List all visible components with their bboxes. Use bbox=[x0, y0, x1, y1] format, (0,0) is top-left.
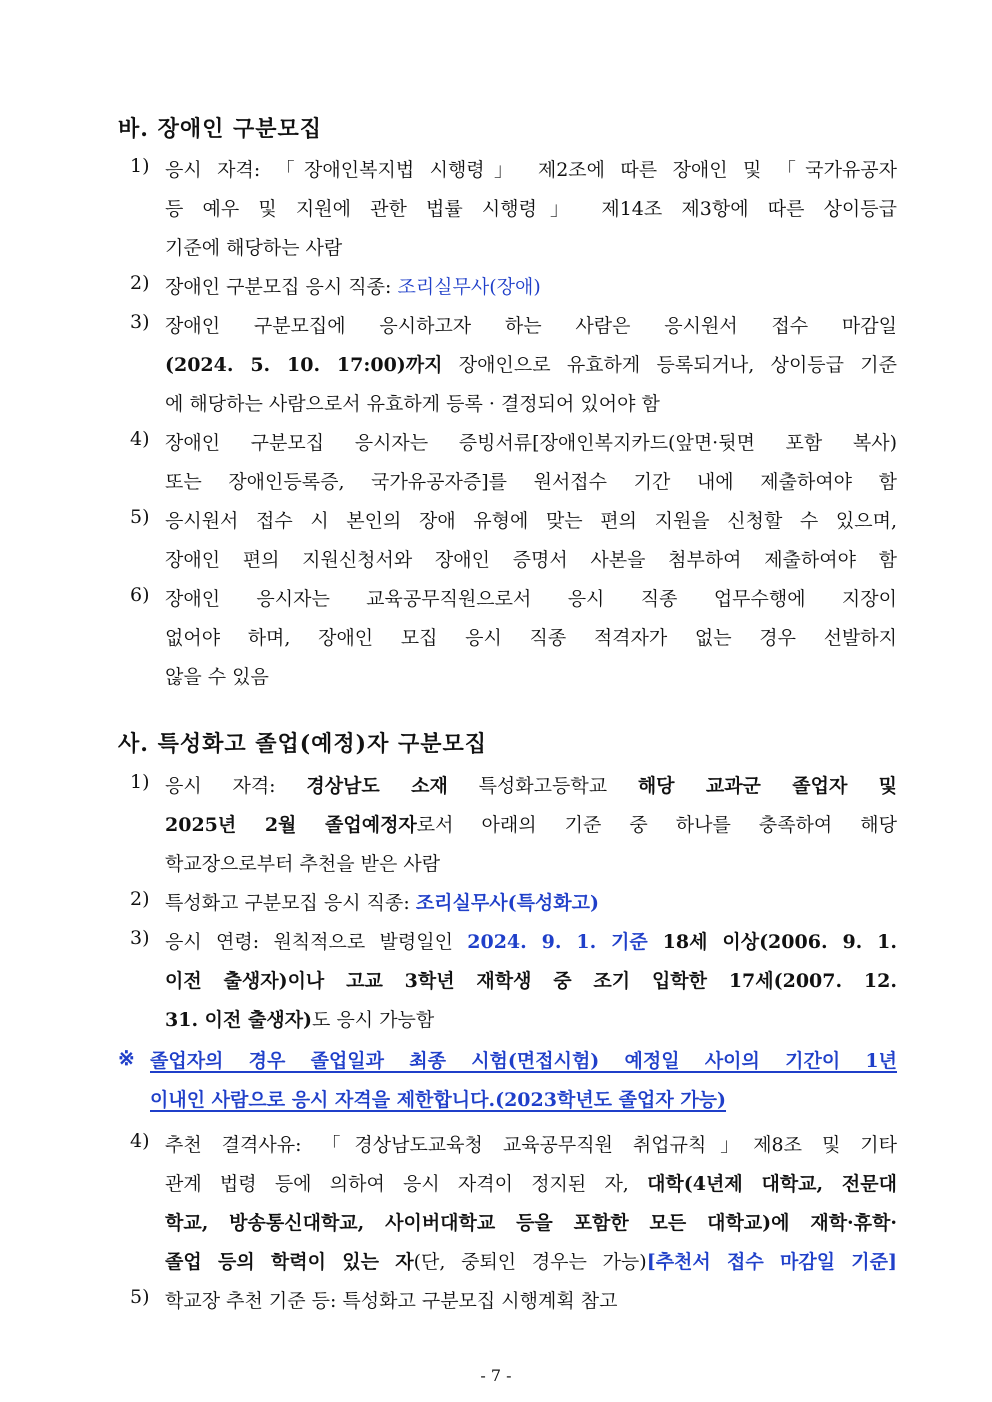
item-label: 응시 자격: bbox=[165, 775, 307, 797]
item-text bbox=[165, 1247, 897, 1274]
item-text bbox=[165, 927, 897, 954]
item-number: 4) bbox=[130, 1130, 150, 1152]
section-heading-disability: 바. 장애인 구분모집 bbox=[118, 116, 322, 142]
item-text: 학교장 추천 기준 등: 특성화고 구분모집 시행계획 참고 bbox=[165, 1290, 618, 1312]
item-text: 장애인 편의 지원신청서와 장애인 증명서 사본을 첨부하여 제출하여야 함 bbox=[165, 549, 897, 571]
job-title-value: 조리실무사(특성화고) bbox=[415, 892, 599, 914]
section-heading-vocational: 사. 특성화고 졸업(예정)자 구분모집 bbox=[118, 731, 487, 757]
item-text: 없어야 하며, 장애인 모집 응시 직종 적격자가 없는 경우 선발하지 bbox=[165, 627, 897, 649]
item-text-rest: (단, 중퇴인 경우는 가능) bbox=[413, 1251, 647, 1273]
item-number: 1) bbox=[130, 771, 150, 793]
item-label: 장애인 구분모집 응시 직종: bbox=[165, 276, 398, 298]
item-number: 4) bbox=[130, 428, 150, 450]
item-number: 5) bbox=[130, 1286, 150, 1308]
item-text bbox=[165, 1169, 897, 1196]
note-text: 이내인 사람으로 응시 자격을 제한합니다.(2023학년도 졸업자 가능) bbox=[150, 1089, 727, 1111]
item-text bbox=[165, 888, 599, 915]
item-text-rest: 도 응시 가능함 bbox=[312, 1009, 435, 1031]
item-text: 장애인 구분모집에 응시하고자 하는 사람은 응시원서 접수 마감일 bbox=[165, 315, 897, 337]
item-number: 3) bbox=[130, 311, 150, 333]
item-text: 등 예우 및 지원에 관한 법률 시행령」 제14조 제3항에 따른 상이등급 bbox=[165, 198, 897, 220]
item-number: 2) bbox=[130, 272, 150, 294]
note-text: 졸업자의 경우 졸업일과 최종 시험(면접시험) 예정일 사이의 기간이 1년 bbox=[150, 1050, 897, 1072]
item-number: 1) bbox=[130, 155, 150, 177]
item-text: 에 해당하는 사람으로서 유효하게 등록 · 결정되어 있어야 함 bbox=[165, 393, 660, 415]
item-text bbox=[165, 810, 897, 837]
item-text: 장애인 응시자는 교육공무직원으로서 응시 직종 업무수행에 지장이 bbox=[165, 588, 897, 610]
emphasis-text: 18세 이상(2006. 9. 1. bbox=[647, 931, 897, 953]
page-number: - 7 - bbox=[480, 1366, 512, 1385]
item-text bbox=[165, 1005, 434, 1032]
item-text: 학교장으로부터 추천을 받은 사람 bbox=[165, 853, 441, 875]
emphasis-text: 졸업 등의 학력이 있는 자 bbox=[165, 1251, 414, 1273]
item-number: 5) bbox=[130, 506, 150, 528]
deadline-text: [추천서 접수 마감일 기준] bbox=[646, 1251, 898, 1273]
item-number: 3) bbox=[130, 927, 150, 949]
item-text-rest: 로서 아래의 기준 중 하나를 충족하여 해당 bbox=[416, 814, 897, 836]
item-text bbox=[165, 350, 897, 377]
emphasis-text: 대학(4년제 대학교, 전문대 bbox=[647, 1173, 897, 1195]
item-text: 이전 출생자)이나 고교 3학년 재학생 중 조기 입학한 17세(2007. 12. bbox=[165, 970, 897, 992]
job-title-value: 조리실무사(장애) bbox=[397, 276, 541, 298]
emphasis-text: 해당 교과군 졸업자 및 bbox=[637, 775, 897, 797]
item-label: 특성화고 구분모집 응시 직종: bbox=[165, 892, 416, 914]
item-number: 2) bbox=[130, 888, 150, 910]
reference-date: 2024. 9. 1. 기준 bbox=[467, 931, 648, 953]
item-text: 학교, 방송통신대학교, 사이버대학교 등을 포함한 모든 대학교)에 재학·휴학· bbox=[165, 1212, 897, 1234]
item-label: 응시 연령: 원칙적으로 발령일인 bbox=[165, 931, 468, 953]
emphasis-text: 경상남도 소재 bbox=[306, 775, 448, 797]
item-text bbox=[165, 272, 541, 299]
item-text: 응시원서 접수 시 본인의 장애 유형에 맞는 편의 지원을 신청할 수 있으며, bbox=[165, 510, 897, 532]
item-text: 기준에 해당하는 사람 bbox=[165, 237, 343, 259]
item-text-rest: 장애인으로 유효하게 등록되거나, 상이등급 기준 bbox=[442, 354, 897, 376]
item-text: 추천 결격사유: 「경상남도교육청 교육공무직원 취업규칙」제8조 및 기타 bbox=[165, 1134, 897, 1156]
item-text bbox=[165, 771, 897, 798]
emphasis-text: 31. 이전 출생자) bbox=[165, 1009, 313, 1031]
note-mark: ※ bbox=[118, 1046, 135, 1070]
item-text: 장애인 구분모집 응시자는 증빙서류[장애인복지카드(앞면·뒷면 포함 복사) bbox=[165, 432, 897, 454]
item-text: 또는 장애인등록증, 국가유공자증]를 원서접수 기간 내에 제출하여야 함 bbox=[165, 471, 897, 493]
item-text-rest: 특성화고등학교 bbox=[447, 775, 638, 797]
item-label: 관계 법령 등에 의하여 응시 자격이 정지된 자, bbox=[165, 1173, 648, 1195]
deadline-text: (2024. 5. 10. 17:00)까지 bbox=[165, 354, 443, 376]
item-text: 않을 수 있음 bbox=[165, 666, 269, 688]
item-text: 응시 자격: 「장애인복지법 시행령」 제2조에 따른 장애인 및 「국가유공자 bbox=[165, 159, 897, 181]
emphasis-text: 2025년 2월 졸업예정자 bbox=[165, 814, 417, 836]
item-number: 6) bbox=[130, 584, 150, 606]
